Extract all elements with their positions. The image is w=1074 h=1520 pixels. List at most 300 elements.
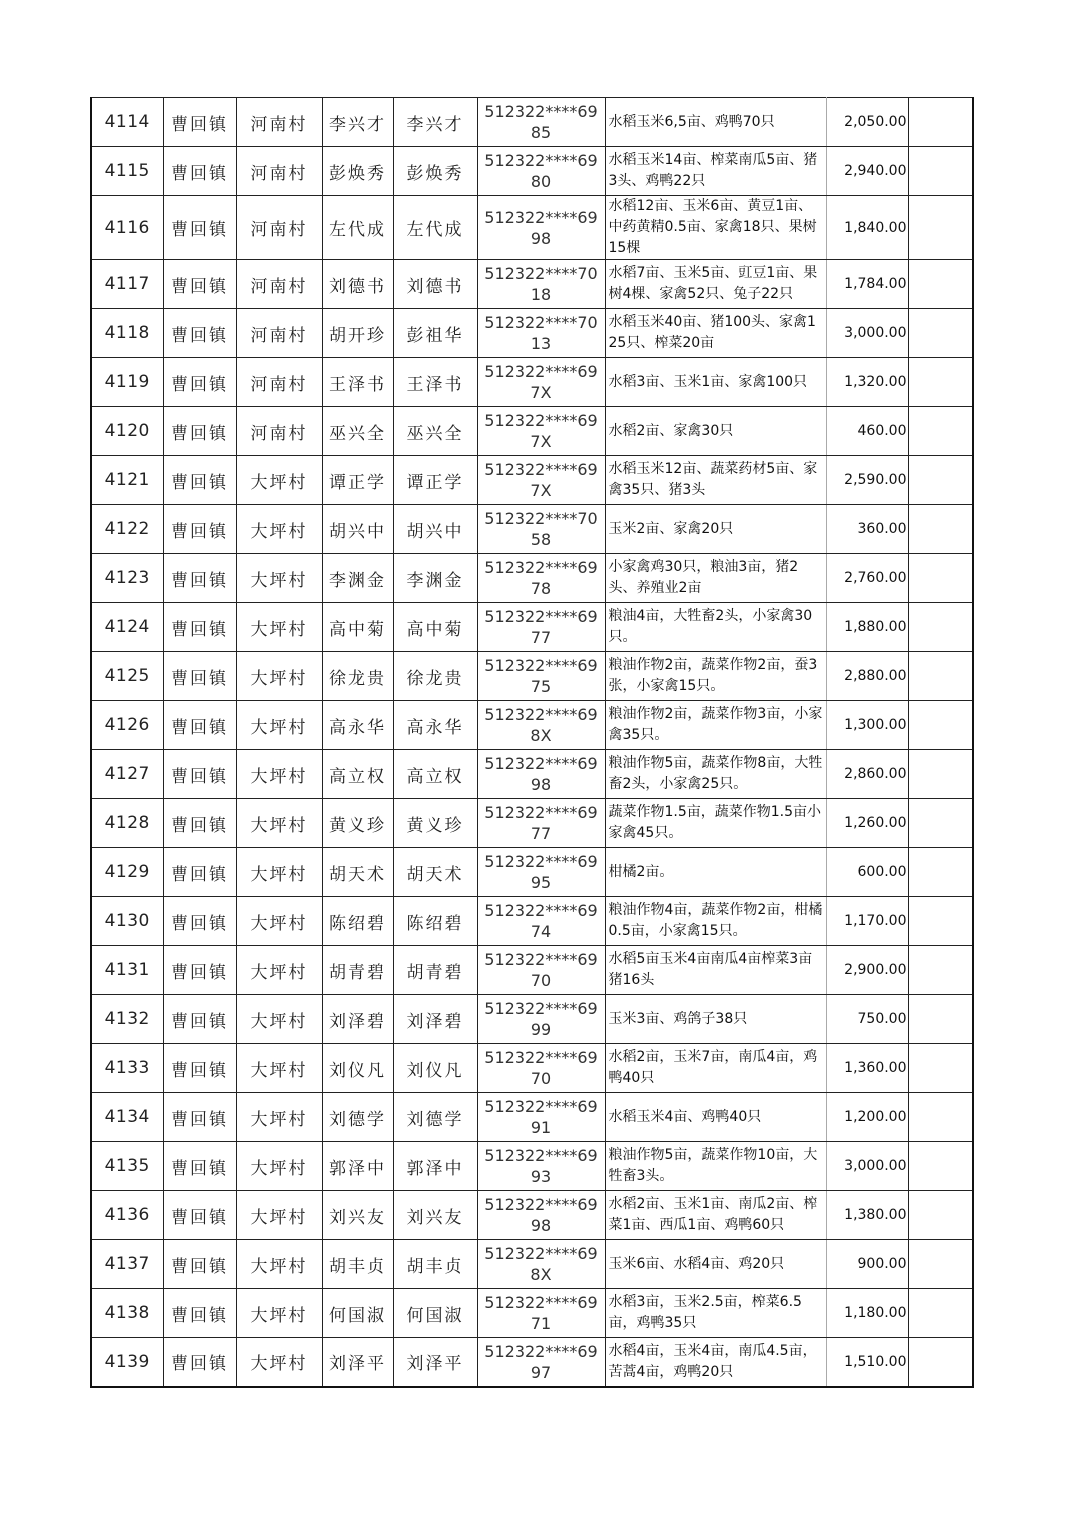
- id-number-cell: [477, 98, 605, 147]
- table-row: [91, 1240, 973, 1289]
- amount-text: 2,940.00: [844, 163, 907, 179]
- production-description-text: 柑橘2亩。: [608, 863, 674, 880]
- amount-text: 1,880.00: [844, 619, 907, 635]
- id-number-line: 98: [530, 775, 552, 794]
- production-description-cell: [605, 260, 826, 309]
- id-number-line: 85: [530, 123, 552, 142]
- remarks-cell: [908, 358, 973, 407]
- amount-text: 2,860.00: [844, 766, 907, 782]
- amount-cell: [826, 358, 908, 407]
- table-row: [91, 799, 973, 848]
- household-head-cell: 刘德书: [322, 260, 393, 309]
- village-cell: 大坪村: [236, 799, 322, 848]
- id-number-line: 512322****69: [484, 151, 598, 170]
- remarks-cell: [908, 1338, 973, 1387]
- table-row: [91, 1142, 973, 1191]
- production-description-text: 水稻2亩、玉米1亩、南瓜2亩、榨菜1亩、西瓜1亩、鸡鸭60只: [608, 1196, 818, 1233]
- town-cell: 曹回镇: [163, 897, 236, 946]
- production-description-cell: [605, 505, 826, 554]
- production-description-text: 粮油作物2亩，蔬菜作物3亩，小家禽35只。: [608, 706, 823, 743]
- id-number-line: 512322****69: [484, 1293, 598, 1312]
- remarks-cell: [908, 407, 973, 456]
- village-cell: 大坪村: [236, 1191, 322, 1240]
- table-row: [91, 1289, 973, 1338]
- recipient-name-cell: 左代成: [393, 196, 477, 260]
- village-cell: 河南村: [236, 98, 322, 147]
- production-description-text: 水稻2亩、家禽30只: [608, 422, 734, 439]
- id-number-cell: [477, 946, 605, 995]
- id-number-line: 512322****69: [484, 1341, 598, 1361]
- production-description-text: 水稻玉米12亩、蔬菜药材5亩、家禽35只、猪3头: [608, 461, 818, 498]
- remarks-cell: [908, 897, 973, 946]
- id-number-line: 512322****69: [484, 901, 598, 920]
- production-description-text: 玉米2亩、家禽20只: [608, 520, 734, 537]
- table-row: [91, 505, 973, 554]
- table-row: [91, 995, 973, 1044]
- recipient-name-cell: 胡青碧: [393, 946, 477, 995]
- amount-cell: [826, 701, 908, 750]
- village-cell: 大坪村: [236, 505, 322, 554]
- id-number-line: 7X: [530, 481, 552, 500]
- id-number-line: 7X: [530, 383, 552, 402]
- town-cell: 曹回镇: [163, 505, 236, 554]
- record-number-cell: 4119: [91, 358, 163, 407]
- id-number-cell: [477, 603, 605, 652]
- production-description-cell: [605, 603, 826, 652]
- record-number-cell: 4115: [91, 147, 163, 196]
- production-description-cell: [605, 358, 826, 407]
- production-description-cell: [605, 1093, 826, 1142]
- recipient-name-cell: 刘兴友: [393, 1191, 477, 1240]
- id-number-cell: [477, 1338, 605, 1387]
- village-cell: 河南村: [236, 196, 322, 260]
- id-number-line: 512322****69: [484, 852, 598, 871]
- remarks-cell: [908, 1191, 973, 1240]
- town-cell: 曹回镇: [163, 1338, 236, 1387]
- production-description-cell: [605, 1142, 826, 1191]
- id-number-cell: [477, 750, 605, 799]
- id-number-line: 512322****69: [484, 460, 598, 479]
- table-row: [91, 309, 973, 358]
- amount-cell: [826, 1240, 908, 1289]
- town-cell: 曹回镇: [163, 358, 236, 407]
- table-row: [91, 652, 973, 701]
- village-cell: 大坪村: [236, 1142, 322, 1191]
- remarks-cell: [908, 1142, 973, 1191]
- household-head-cell: 刘泽平: [322, 1338, 393, 1387]
- table-row: [91, 147, 973, 196]
- recipient-name-cell: 李渊金: [393, 554, 477, 603]
- production-description-text: 水稻3亩、玉米1亩、家禽100只: [608, 373, 808, 390]
- household-head-cell: 胡青碧: [322, 946, 393, 995]
- id-number-line: 512322****69: [484, 1244, 598, 1263]
- household-head-cell: 李渊金: [322, 554, 393, 603]
- id-number-line: 512322****69: [484, 803, 598, 822]
- village-cell: 大坪村: [236, 1240, 322, 1289]
- id-number-line: 74: [530, 922, 552, 941]
- amount-text: 2,760.00: [844, 570, 907, 586]
- town-cell: 曹回镇: [163, 848, 236, 897]
- recipient-name-cell: 刘泽碧: [393, 995, 477, 1044]
- amount-cell: [826, 848, 908, 897]
- id-number-cell: [477, 196, 605, 260]
- remarks-cell: [908, 652, 973, 701]
- recipient-name-cell: 徐龙贵: [393, 652, 477, 701]
- id-number-line: 512322****69: [484, 1146, 598, 1165]
- remarks-cell: [908, 701, 973, 750]
- id-number-line: 98: [530, 228, 552, 248]
- household-head-cell: 胡兴中: [322, 505, 393, 554]
- town-cell: 曹回镇: [163, 946, 236, 995]
- amount-cell: [826, 1338, 908, 1387]
- table-row: [91, 554, 973, 603]
- production-description-text: 水稻5亩玉米4亩南瓜4亩榨菜3亩猪16头: [608, 951, 813, 988]
- record-number-cell: 4117: [91, 260, 163, 309]
- recipient-name-cell: 黄义珍: [393, 799, 477, 848]
- record-number-cell: 4124: [91, 603, 163, 652]
- town-cell: 曹回镇: [163, 407, 236, 456]
- id-number-line: 512322****69: [484, 950, 598, 969]
- production-description-cell: [605, 98, 826, 147]
- production-description-cell: [605, 946, 826, 995]
- production-description-cell: [605, 750, 826, 799]
- town-cell: 曹回镇: [163, 1289, 236, 1338]
- id-number-cell: [477, 260, 605, 309]
- id-number-line: 70: [530, 1069, 552, 1088]
- table-row: [91, 260, 973, 309]
- table-row: [91, 1093, 973, 1142]
- household-head-cell: 胡丰贞: [322, 1240, 393, 1289]
- production-description-cell: [605, 1289, 826, 1338]
- amount-text: 1,180.00: [844, 1305, 907, 1321]
- amount-cell: [826, 554, 908, 603]
- production-description-cell: [605, 652, 826, 701]
- remarks-cell: [908, 456, 973, 505]
- amount-cell: [826, 309, 908, 358]
- town-cell: 曹回镇: [163, 1093, 236, 1142]
- household-head-cell: 谭正学: [322, 456, 393, 505]
- production-description-cell: [605, 799, 826, 848]
- household-head-cell: 高中菊: [322, 603, 393, 652]
- table-row: [91, 946, 973, 995]
- recipient-name-cell: 刘德书: [393, 260, 477, 309]
- id-number-line: 99: [530, 1020, 552, 1039]
- recipient-name-cell: 高永华: [393, 701, 477, 750]
- remarks-cell: [908, 1093, 973, 1142]
- record-number-cell: 4114: [91, 98, 163, 147]
- id-number-line: 78: [530, 579, 552, 598]
- production-description-cell: [605, 147, 826, 196]
- amount-text: 750.00: [857, 1011, 907, 1027]
- table-row: [91, 848, 973, 897]
- record-number-cell: 4133: [91, 1044, 163, 1093]
- amount-text: 1,260.00: [844, 815, 907, 831]
- id-number-line: 512322****69: [484, 1097, 598, 1116]
- table-row: [91, 1191, 973, 1240]
- amount-cell: [826, 603, 908, 652]
- id-number-line: 512322****70: [484, 313, 598, 332]
- amount-text: 2,050.00: [844, 114, 907, 130]
- household-head-cell: 何国淑: [322, 1289, 393, 1338]
- household-head-cell: 刘泽碧: [322, 995, 393, 1044]
- production-description-text: 水稻玉米4亩、鸡鸭40只: [608, 1108, 762, 1125]
- production-description-text: 水稻2亩，玉米7亩，南瓜4亩，鸡鸭40只: [608, 1049, 818, 1086]
- production-description-cell: [605, 1240, 826, 1289]
- remarks-cell: [908, 196, 973, 260]
- remarks-cell: [908, 309, 973, 358]
- amount-text: 1,380.00: [844, 1207, 907, 1223]
- village-cell: 河南村: [236, 407, 322, 456]
- id-number-line: 98: [530, 1216, 552, 1235]
- id-number-cell: [477, 1044, 605, 1093]
- id-number-cell: [477, 652, 605, 701]
- town-cell: 曹回镇: [163, 603, 236, 652]
- amount-text: 1,510.00: [844, 1353, 907, 1370]
- amount-cell: [826, 750, 908, 799]
- id-number-cell: [477, 309, 605, 358]
- id-number-line: 512322****69: [484, 607, 598, 626]
- recipient-name-cell: 刘仪凡: [393, 1044, 477, 1093]
- remarks-cell: [908, 1240, 973, 1289]
- production-description-cell: [605, 309, 826, 358]
- town-cell: 曹回镇: [163, 98, 236, 147]
- village-cell: 大坪村: [236, 848, 322, 897]
- table-row: [91, 750, 973, 799]
- amount-cell: [826, 995, 908, 1044]
- id-number-line: 97: [530, 1362, 552, 1382]
- table-row: [91, 358, 973, 407]
- recipient-name-cell: 何国淑: [393, 1289, 477, 1338]
- town-cell: 曹回镇: [163, 750, 236, 799]
- remarks-cell: [908, 1289, 973, 1338]
- records-table-body: [91, 98, 973, 1387]
- id-number-line: 95: [530, 873, 552, 892]
- id-number-line: 93: [530, 1167, 552, 1186]
- production-description-text: 粮油作物5亩，蔬菜作物10亩，大牲畜3头。: [608, 1147, 818, 1184]
- village-cell: 大坪村: [236, 554, 322, 603]
- recipient-name-cell: 高立权: [393, 750, 477, 799]
- id-number-line: 512322****69: [484, 999, 598, 1018]
- id-number-cell: [477, 799, 605, 848]
- amount-text: 1,840.00: [844, 219, 907, 236]
- town-cell: 曹回镇: [163, 309, 236, 358]
- recipient-name-cell: 刘泽平: [393, 1338, 477, 1387]
- recipient-name-cell: 郭泽中: [393, 1142, 477, 1191]
- id-number-cell: [477, 1191, 605, 1240]
- amount-cell: [826, 1142, 908, 1191]
- amount-text: 2,880.00: [844, 668, 907, 684]
- record-number-cell: 4137: [91, 1240, 163, 1289]
- production-description-text: 水稻玉米6,5亩、鸡鸭70只: [608, 113, 775, 130]
- town-cell: 曹回镇: [163, 196, 236, 260]
- town-cell: 曹回镇: [163, 652, 236, 701]
- remarks-cell: [908, 1044, 973, 1093]
- village-cell: 大坪村: [236, 995, 322, 1044]
- record-number-cell: 4121: [91, 456, 163, 505]
- id-number-line: 512322****69: [484, 411, 598, 430]
- recipient-name-cell: 巫兴全: [393, 407, 477, 456]
- remarks-cell: [908, 260, 973, 309]
- amount-cell: [826, 98, 908, 147]
- village-cell: 河南村: [236, 358, 322, 407]
- id-number-line: 71: [530, 1314, 552, 1333]
- id-number-line: 91: [530, 1118, 552, 1137]
- id-number-line: 77: [530, 628, 552, 647]
- record-number-cell: 4134: [91, 1093, 163, 1142]
- id-number-line: 80: [530, 172, 552, 191]
- amount-text: 360.00: [857, 521, 907, 537]
- record-number-cell: 4135: [91, 1142, 163, 1191]
- recipient-name-cell: 胡天术: [393, 848, 477, 897]
- amount-text: 1,200.00: [844, 1109, 907, 1125]
- production-description-text: 粮油作物2亩，蔬菜作物2亩，蚕3张，小家禽15只。: [608, 657, 818, 694]
- village-cell: 大坪村: [236, 1289, 322, 1338]
- remarks-cell: [908, 848, 973, 897]
- amount-cell: [826, 260, 908, 309]
- household-head-cell: 胡天术: [322, 848, 393, 897]
- amount-text: 3,000.00: [844, 1158, 907, 1174]
- id-number-cell: [477, 1142, 605, 1191]
- production-description-text: 玉米3亩、鸡鸽子38只: [608, 1010, 748, 1027]
- id-number-cell: [477, 554, 605, 603]
- amount-cell: [826, 946, 908, 995]
- remarks-cell: [908, 750, 973, 799]
- recipient-name-cell: 谭正学: [393, 456, 477, 505]
- household-head-cell: 徐龙贵: [322, 652, 393, 701]
- record-number-cell: 4126: [91, 701, 163, 750]
- id-number-cell: [477, 147, 605, 196]
- table-row: [91, 897, 973, 946]
- id-number-line: 7X: [530, 432, 552, 451]
- town-cell: 曹回镇: [163, 260, 236, 309]
- table-row: [91, 1044, 973, 1093]
- id-number-cell: [477, 505, 605, 554]
- village-cell: 河南村: [236, 260, 322, 309]
- id-number-line: 70: [530, 971, 552, 990]
- amount-cell: [826, 407, 908, 456]
- town-cell: 曹回镇: [163, 701, 236, 750]
- record-number-cell: 4132: [91, 995, 163, 1044]
- town-cell: 曹回镇: [163, 1044, 236, 1093]
- production-description-text: 水稻3亩，玉米2.5亩，榨菜6.5亩，鸡鸭35只: [608, 1294, 802, 1331]
- id-number-cell: [477, 995, 605, 1044]
- remarks-cell: [908, 799, 973, 848]
- recipient-name-cell: 陈绍碧: [393, 897, 477, 946]
- record-number-cell: 4116: [91, 196, 163, 260]
- village-cell: 大坪村: [236, 701, 322, 750]
- id-number-line: 512322****69: [484, 1048, 598, 1067]
- village-cell: 河南村: [236, 147, 322, 196]
- amount-cell: [826, 1289, 908, 1338]
- id-number-line: 512322****70: [484, 509, 598, 528]
- id-number-cell: [477, 848, 605, 897]
- amount-cell: [826, 1191, 908, 1240]
- id-number-line: 8X: [530, 1265, 552, 1284]
- remarks-cell: [908, 603, 973, 652]
- amount-cell: [826, 897, 908, 946]
- amount-text: 1,170.00: [844, 913, 907, 929]
- id-number-cell: [477, 358, 605, 407]
- remarks-cell: [908, 995, 973, 1044]
- id-number-line: 512322****69: [484, 1195, 598, 1214]
- village-cell: 河南村: [236, 309, 322, 358]
- village-cell: 大坪村: [236, 1093, 322, 1142]
- production-description-text: 小家禽鸡30只，粮油3亩，猪2头、养殖业2亩: [608, 559, 799, 596]
- table-row: [91, 98, 973, 147]
- record-number-cell: 4130: [91, 897, 163, 946]
- remarks-cell: [908, 946, 973, 995]
- production-description-cell: [605, 1044, 826, 1093]
- production-description-cell: [605, 456, 826, 505]
- id-number-line: 512322****70: [484, 264, 598, 283]
- amount-cell: [826, 652, 908, 701]
- production-description-cell: [605, 897, 826, 946]
- production-description-text: 水稻玉米14亩、榨菜南瓜5亩、猪3头、鸡鸭22只: [608, 152, 818, 189]
- amount-text: 1,320.00: [844, 374, 907, 390]
- village-cell: 大坪村: [236, 1338, 322, 1387]
- id-number-line: 512322****69: [484, 102, 598, 121]
- remarks-cell: [908, 98, 973, 147]
- production-description-cell: [605, 554, 826, 603]
- village-cell: 大坪村: [236, 456, 322, 505]
- amount-text: 600.00: [857, 864, 907, 880]
- id-number-line: 512322****69: [484, 754, 598, 773]
- amount-text: 2,590.00: [844, 472, 907, 488]
- id-number-line: 58: [530, 530, 552, 549]
- production-description-text: 粮油作物4亩，蔬菜作物2亩，柑橘0.5亩，小家禽15只。: [608, 902, 823, 939]
- town-cell: 曹回镇: [163, 1191, 236, 1240]
- household-head-cell: 高永华: [322, 701, 393, 750]
- amount-cell: [826, 505, 908, 554]
- table-row: [91, 196, 973, 260]
- id-number-cell: [477, 701, 605, 750]
- id-number-line: 18: [530, 285, 552, 304]
- id-number-line: 512322****69: [484, 558, 598, 577]
- household-head-cell: 陈绍碧: [322, 897, 393, 946]
- production-description-text: 水稻玉米40亩、猪100头、家禽125只、榨菜20亩: [608, 314, 816, 351]
- recipient-name-cell: 彭焕秀: [393, 147, 477, 196]
- village-cell: 大坪村: [236, 1044, 322, 1093]
- recipient-name-cell: 王泽书: [393, 358, 477, 407]
- id-number-cell: [477, 1289, 605, 1338]
- id-number-line: 512322****69: [484, 656, 598, 675]
- production-description-text: 水稻12亩、玉米6亩、黄豆1亩、中药黄精0.5亩、家禽18只、果树15棵: [608, 198, 817, 256]
- town-cell: 曹回镇: [163, 147, 236, 196]
- town-cell: 曹回镇: [163, 799, 236, 848]
- amount-text: 460.00: [857, 423, 907, 439]
- recipient-name-cell: 胡兴中: [393, 505, 477, 554]
- production-description-cell: [605, 848, 826, 897]
- record-number-cell: 4125: [91, 652, 163, 701]
- record-number-cell: 4123: [91, 554, 163, 603]
- remarks-cell: [908, 505, 973, 554]
- recipient-name-cell: 彭祖华: [393, 309, 477, 358]
- village-cell: 大坪村: [236, 750, 322, 799]
- amount-text: 900.00: [857, 1256, 907, 1272]
- production-description-text: 水稻4亩，玉米4亩，南瓜4.5亩，苦蒿4亩，鸡鸭20只: [608, 1342, 817, 1380]
- id-number-cell: [477, 897, 605, 946]
- household-head-cell: 刘兴友: [322, 1191, 393, 1240]
- id-number-line: 512322****69: [484, 207, 598, 227]
- id-number-line: 13: [530, 334, 552, 353]
- remarks-cell: [908, 554, 973, 603]
- record-number-cell: 4139: [91, 1338, 163, 1387]
- household-head-cell: 郭泽中: [322, 1142, 393, 1191]
- production-description-text: 粮油4亩，大牲畜2头，小家禽30只。: [608, 608, 813, 645]
- amount-cell: [826, 799, 908, 848]
- household-head-cell: 彭焕秀: [322, 147, 393, 196]
- production-description-text: 蔬菜作物1.5亩，蔬菜作物1.5亩小家禽45只。: [608, 804, 822, 841]
